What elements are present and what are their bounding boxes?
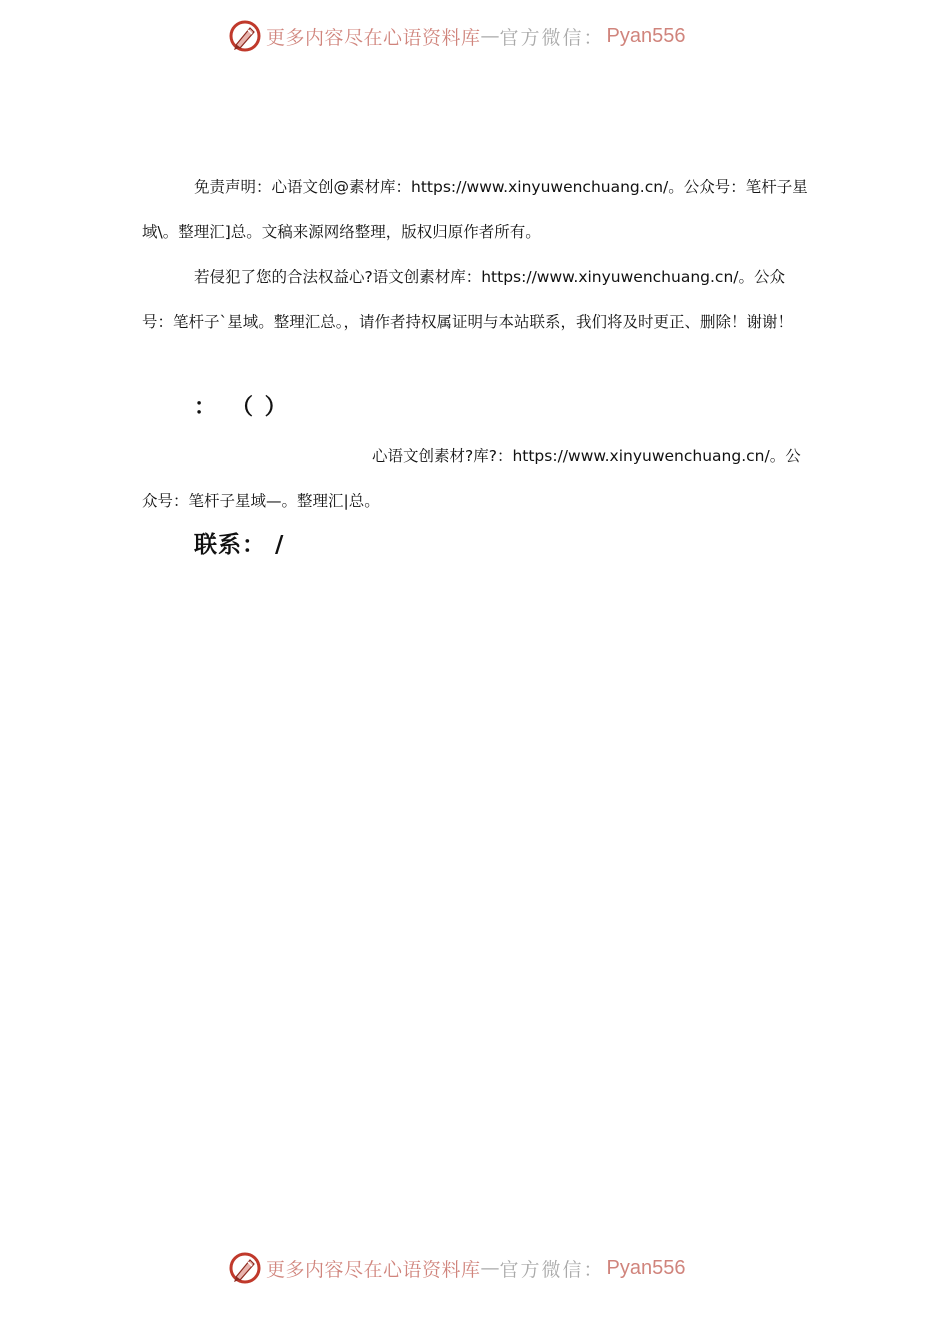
infringement-paragraph: 若侵犯了您的合法权益心?语文创素材库：https://www.xinyuwenchuang.cn/。公众号：笔杆子`星域。整理汇总。，请作者持权属证明与本站联系，我们将及时更正、删除！谢谢！ [142, 268, 794, 331]
disclaimer-paragraph: 免责声明：心语文创@素材库：https://www.xinyuwenchuang.cn/。公众号：笔杆子星域\。整理汇]总。文稿来源网络整理，版权归原作者所有。 [142, 178, 808, 241]
header-wechat-label: 官方微信： [499, 26, 605, 49]
heading-parens: （ ） [242, 395, 289, 420]
pen-logo-icon [228, 1251, 262, 1285]
header-banner [0, 16, 950, 56]
footer-wechat-label: 官方微信： [499, 1258, 605, 1281]
footer-wechat-id: Pyan556 [606, 1256, 686, 1279]
contact-heading: 联系： / [194, 532, 285, 558]
header-tagline: 更多内容尽在心语资料库 [266, 26, 481, 49]
footer-dash: — [480, 1257, 500, 1279]
section-heading [194, 390, 289, 421]
header-dash: — [480, 25, 500, 47]
footer-tagline: 更多内容尽在心语资料库 [266, 1258, 481, 1281]
heading-colon: ： [194, 395, 219, 420]
footer-banner-content [228, 1248, 686, 1288]
source-paragraph: 心语文创素材?库?：https://www.xinyuwenchuang.cn/。公众号：笔杆子星域—。整理汇|总。 [142, 447, 801, 510]
header-wechat-id: Pyan556 [606, 24, 686, 47]
pen-logo-icon [228, 19, 262, 53]
header-banner-content [228, 16, 686, 56]
footer-banner [0, 1248, 950, 1288]
